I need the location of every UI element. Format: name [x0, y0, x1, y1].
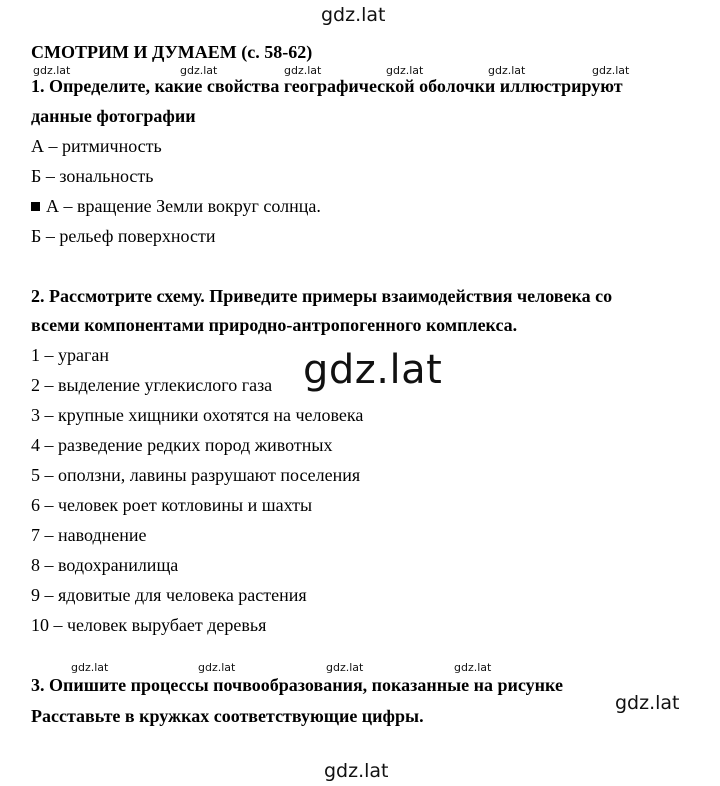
q1-title-line1: 1. Определите, какие свойства географической оболочки иллюстрируют — [31, 76, 623, 96]
q2-answer: 9 – ядовитые для человека растения — [31, 585, 307, 605]
q2-title-line1: 2. Рассмотрите схему. Приведите примеры взаимодействия человека со — [31, 286, 613, 306]
q2-answer: 8 – водохранилища — [31, 555, 179, 575]
q2-answer: 7 – наводнение — [31, 525, 147, 545]
watermark-small: gdz.lat — [71, 661, 109, 674]
watermark-small: gdz.lat — [488, 64, 526, 77]
q2-answer: 10 – человек вырубает деревья — [31, 615, 267, 635]
watermark-bottom: gdz.lat — [324, 760, 389, 782]
q1-answer: Б – рельеф поверхности — [31, 226, 216, 246]
watermark-top: gdz.lat — [321, 4, 386, 26]
watermark-small: gdz.lat — [33, 64, 71, 77]
q3-title-line2: Расставьте в кружках соответствующие цифры. — [31, 706, 424, 726]
watermark-small: gdz.lat — [454, 661, 492, 674]
section-title: СМОТРИМ И ДУМАЕМ (с. 58-62) — [31, 42, 313, 62]
q1-answer-text: А – вращение Земли вокруг солнца. — [46, 196, 321, 216]
watermark-small: gdz.lat — [284, 64, 322, 77]
q1-answer — [31, 196, 321, 217]
watermark-small: gdz.lat — [180, 64, 218, 77]
q2-answer: 2 – выделение углекислого газа — [31, 375, 273, 395]
q2-answer: 6 – человек роет котловины и шахты — [31, 495, 313, 515]
q2-answer: 4 – разведение редких пород животных — [31, 435, 333, 455]
q3-title-line1: 3. Опишите процессы почвообразования, показанные на рисунке — [31, 675, 563, 695]
watermark-small: gdz.lat — [386, 64, 424, 77]
q2-answer: 3 – крупные хищники охотятся на человека — [31, 405, 364, 425]
watermark-right: gdz.lat — [615, 692, 680, 714]
watermark-small: gdz.lat — [326, 661, 364, 674]
q1-title-line2: данные фотографии — [31, 106, 196, 126]
watermark-small: gdz.lat — [592, 64, 630, 77]
q2-answer: 1 – ураган — [31, 345, 109, 365]
q1-answer: Б – зональность — [31, 166, 154, 186]
q2-title-line2: всеми компонентами природно-антропогенного комплекса. — [31, 315, 518, 335]
watermark-small: gdz.lat — [198, 661, 236, 674]
q1-answer: А – ритмичность — [31, 136, 162, 156]
q2-answer: 5 – оползни, лавины разрушают поселения — [31, 465, 361, 485]
watermark-large: gdz.lat — [303, 347, 443, 393]
square-bullet-icon — [31, 202, 40, 211]
